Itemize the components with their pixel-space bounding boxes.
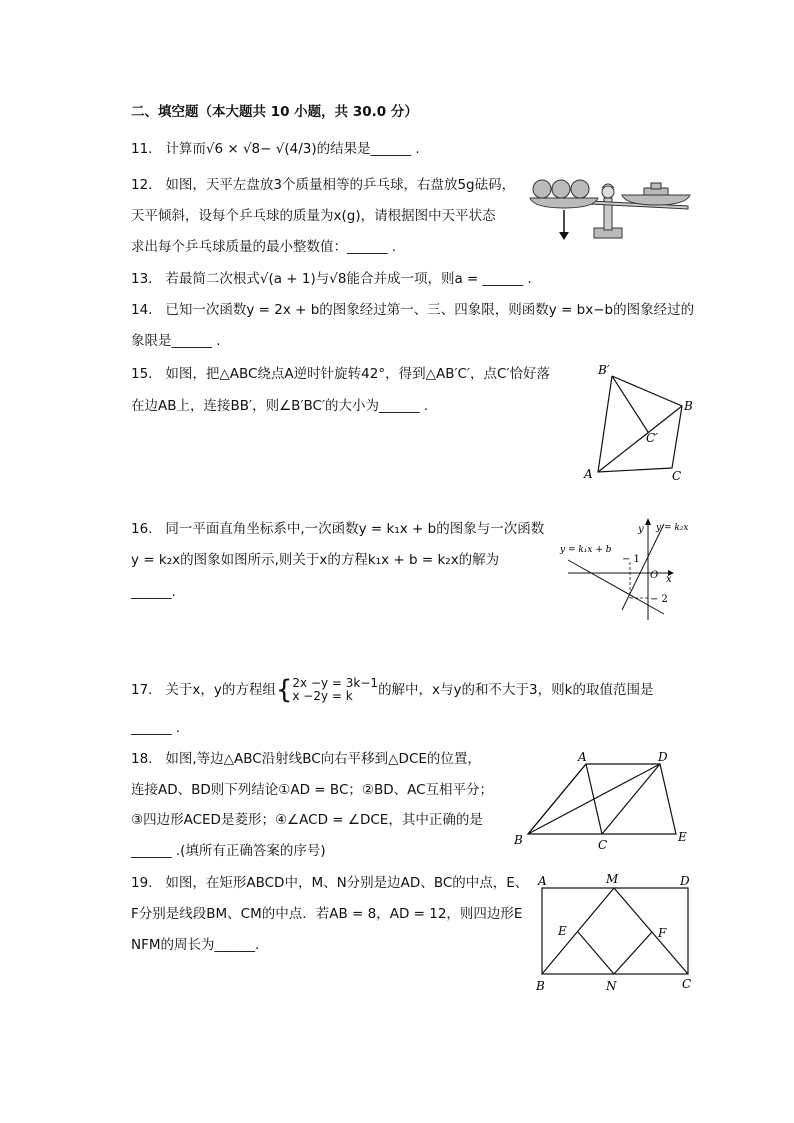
label-a: A — [578, 750, 587, 764]
label-b: B — [514, 833, 523, 847]
tick-neg2: − 2 — [650, 594, 668, 605]
tick-neg1: − 1 — [622, 554, 640, 565]
question-number: 17. — [131, 682, 153, 698]
question-18-line2: 连接AD、BD则下列结论①AD = BC；②BD、AC互相平分； — [131, 782, 494, 798]
question-16-line2: y = k₂x的图象如图所示,则关于x的方程k₁x + b = k₂x的解为 — [131, 552, 500, 568]
label-b: B — [536, 979, 545, 993]
question-number: 12. — [131, 177, 153, 193]
question-number: 19. — [131, 875, 153, 891]
question-text-pre: 关于x，y的方程组 — [165, 682, 276, 698]
question-16-line3: ______. — [131, 584, 176, 600]
question-number: 11. — [131, 141, 153, 157]
rotation-triangle-figure — [578, 358, 698, 488]
translated-triangle-figure — [510, 748, 696, 852]
question-12-line3: 求出每个乒乓球质量的最小整数值：______ . — [131, 239, 397, 255]
balance-scale-figure — [528, 176, 694, 242]
question-text-post: 的解中，x与y的和不大于3，则k的取值范围是 — [378, 682, 654, 698]
question-17-line1: 17. 关于x，y的方程组{2x −y = 3k−1 x −2y = k 的解中，x与y的和不大于3，则k的取值范围是 — [131, 675, 654, 705]
label-c: C — [598, 838, 608, 852]
question-17-line2: ______ . — [131, 720, 181, 736]
x-axis-label: x — [666, 574, 672, 585]
question-text: 如图，天平左盘放3个质量相等的乒乓球，右盘放5g砝码， — [165, 177, 516, 193]
question-text: 已知一次函数y = 2x + b的图象经过第一、三、四象限，则函数y = bx−b的图象经过的 — [165, 302, 695, 318]
question-12-line1 — [131, 175, 515, 195]
equation-1: 2x −y = 3k−1 — [292, 676, 379, 690]
label-n: N — [606, 979, 617, 993]
section-title: 二、填空题（本大题共 10 小题，共 30.0 分） — [131, 104, 418, 120]
label-b-prime: B′ — [598, 363, 610, 377]
label-d: D — [658, 750, 668, 764]
linear-functions-graph — [556, 516, 696, 622]
label-c: C — [672, 469, 682, 483]
question-19-line3: NFM的周长为______. — [131, 937, 260, 953]
question-number: 16. — [131, 521, 153, 537]
question-number: 18. — [131, 751, 153, 767]
question-text: 计算而√6 × √8− √(4/3)的结果是______ . — [165, 141, 420, 157]
rectangle-figure — [534, 870, 698, 994]
line1-label: y = k₁x + b — [560, 545, 612, 555]
question-18-line4: ______ .(填所有正确答案的序号) — [131, 843, 326, 859]
question-number: 13. — [131, 271, 153, 287]
question-number: 14. — [131, 302, 153, 318]
label-a: A — [584, 467, 593, 481]
question-18-line3: ③四边形ACED是菱形；④∠ACD = ∠DCE，其中正确的是 — [131, 812, 483, 828]
question-text: 同一平面直角坐标系中,一次函数y = k₁x + b的图象与一次函数 — [165, 521, 545, 537]
equation-2: x −2y = k — [292, 689, 353, 703]
question-text: 若最简二次根式√(a + 1)与√8能合并成一项，则a = ______ . — [165, 271, 532, 287]
question-16-line1 — [131, 519, 544, 539]
label-e: E — [678, 830, 687, 844]
question-15-line1 — [131, 364, 550, 384]
line2-label: y = k₂x — [656, 523, 689, 533]
question-text: 如图，在矩形ABCD中，M、N分别是边AD、BC的中点，E、 — [165, 875, 529, 891]
question-19-line2: F分别是线段BM、CM的中点．若AB = 8，AD = 12，则四边形E — [131, 906, 523, 922]
question-15-line2: 在边AB上，连接BB′，则∠B′BC′的大小为______ . — [131, 398, 429, 414]
label-b: B — [684, 399, 693, 413]
question-12-line2: 天平倾斜，设每个乒乓球的质量为x(g)，请根据图中天平状态 — [131, 208, 496, 224]
label-d: D — [680, 874, 690, 888]
question-13 — [131, 269, 532, 289]
label-c: C — [682, 977, 692, 991]
question-text: 如图，把△ABC绕点A逆时针旋转42°，得到△AB′C′，点C′恰好落 — [165, 366, 551, 382]
question-11 — [131, 139, 420, 159]
label-f: F — [658, 926, 667, 940]
origin-label: O — [650, 570, 659, 581]
y-axis-label: y — [638, 524, 644, 535]
equation-system — [292, 677, 378, 703]
question-14-line2: 象限是______ . — [131, 333, 221, 349]
label-e: E — [558, 924, 567, 938]
question-14-line1 — [131, 300, 694, 320]
question-19-line1 — [131, 873, 528, 893]
question-18-line1 — [131, 749, 481, 769]
label-a: A — [538, 874, 547, 888]
label-m: M — [606, 872, 619, 886]
question-text: 如图,等边△ABC沿射线BC向右平移到△DCE的位置， — [165, 751, 481, 767]
label-c-prime: C′ — [646, 431, 658, 445]
question-number: 15. — [131, 366, 153, 382]
